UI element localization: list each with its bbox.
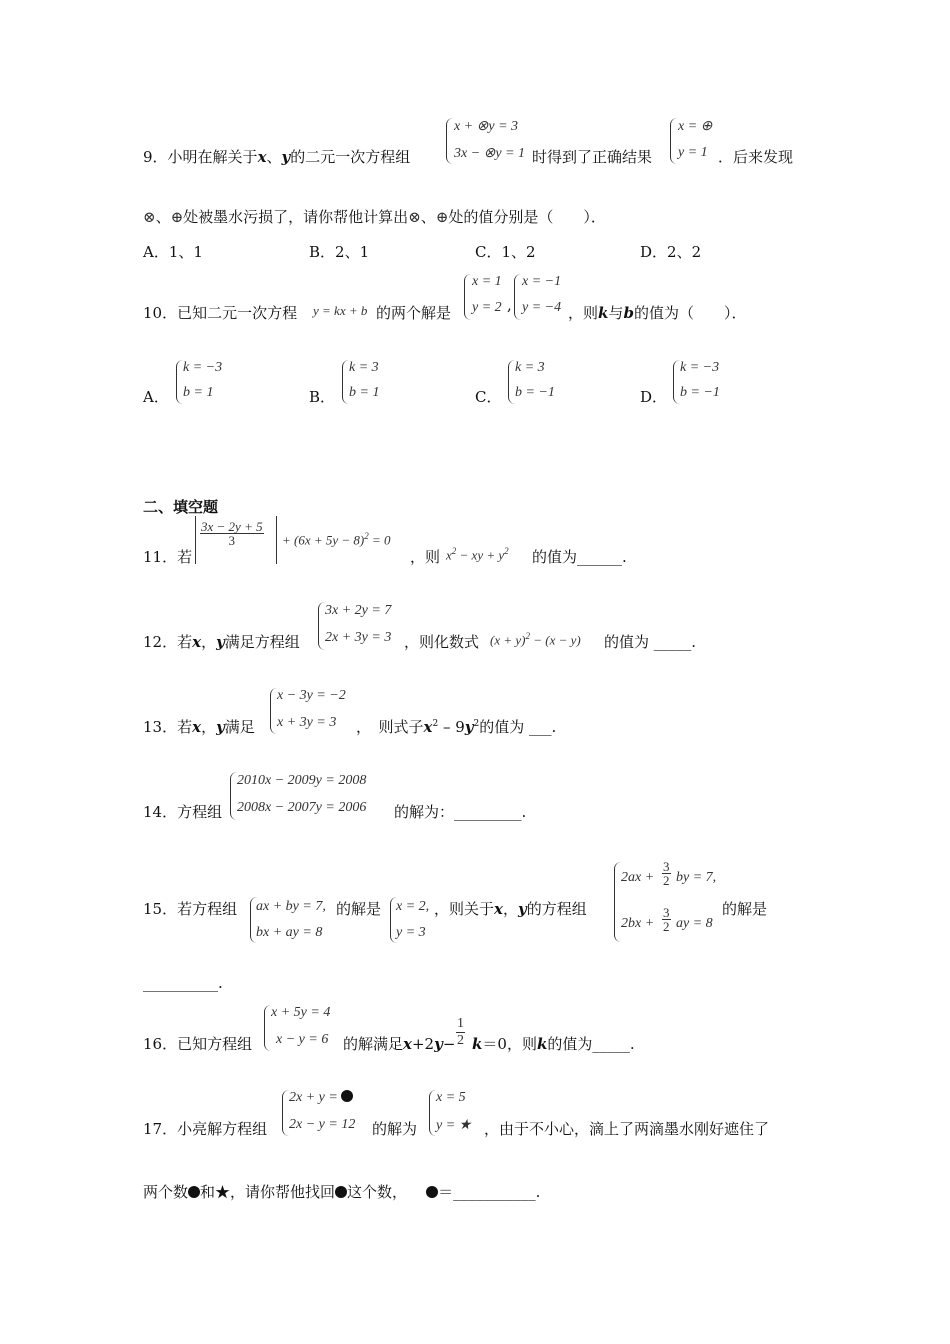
q9-result-eq2: y = 1	[678, 145, 708, 160]
q15-big-brace	[614, 862, 621, 942]
q9-result-brace	[670, 118, 677, 164]
q13-comma: ，	[201, 718, 217, 736]
q17-system-eq1	[289, 1090, 353, 1106]
q11-expr-x: x	[446, 547, 452, 563]
q15-big-eq2-frac	[662, 906, 671, 933]
q12-expr	[490, 631, 581, 648]
ink-dot-icon-4	[426, 1186, 438, 1198]
q9-line2-tail: 处的值分别是（ ）．	[448, 208, 606, 226]
oplus-icon: ⊕	[170, 210, 184, 226]
q10-option-b-label: B．	[309, 388, 336, 406]
q10-option-c-brace	[508, 360, 515, 404]
q15-system-eq2: bx + ay = 8	[256, 925, 323, 940]
q17-system-brace	[282, 1090, 289, 1136]
q10-sol1-brace	[464, 274, 471, 320]
q17-system-eq2: 2x − y = 12	[289, 1117, 356, 1132]
q17-solution-eq2: y = ★	[436, 1118, 472, 1133]
q11-frac-den: 3	[228, 533, 236, 548]
q12-system-brace	[318, 602, 325, 650]
q10-option-b-brace	[342, 360, 349, 404]
q13-expr-x: x	[423, 718, 433, 736]
q10-option-c-label: C．	[475, 388, 502, 406]
q13-system-eq1: x − 3y = −2	[277, 688, 346, 703]
q10-option-a-brace	[176, 360, 183, 404]
q14-number: 14．	[143, 803, 178, 821]
q9-option-c[interactable]: C．1、2	[475, 243, 536, 261]
q15-big-eq1-frac-num: 3	[663, 859, 670, 874]
q16-system-eq1: x + 5y = 4	[271, 1005, 331, 1020]
q11-expr-mid: − xy + y	[456, 547, 505, 563]
q9-line2-sep2: 、	[420, 208, 436, 226]
q16-cond-k: k	[472, 1035, 483, 1053]
q12-mid: 满足方程组	[224, 633, 300, 651]
q15-pre: 若方程组	[177, 900, 238, 918]
q13-number: 13．	[143, 718, 178, 736]
q16-frac-den: 2	[457, 1033, 464, 1048]
q9-option-d[interactable]: D．2、2	[640, 243, 702, 261]
q15-solution-eq2: y = 3	[396, 925, 426, 940]
q13-pre: 若	[177, 718, 193, 736]
q15-big-eq2-b: ay = 8	[676, 916, 713, 931]
q10-sol1-eq2: y = 2	[472, 300, 502, 315]
q17-number: 17．	[143, 1120, 178, 1138]
q9-text-pre: 小明在解关于	[167, 148, 258, 166]
q12-expr-a: (x + y)	[490, 632, 526, 648]
q13-answer-blank[interactable]: 的值为 ___.	[479, 718, 557, 736]
q14-system-brace	[230, 772, 237, 820]
q10-post-a: ，则	[568, 304, 599, 322]
q10-number: 10．	[143, 304, 178, 322]
ink-dot-icon	[341, 1090, 353, 1102]
q9-line2-text: 处被墨水污损了，请你帮他计算出	[183, 208, 409, 226]
q9-system-eq1: x + ⊗y = 3	[454, 119, 519, 134]
q13-expr-m: – 9	[438, 718, 465, 736]
q10-option-d-eq2: b = −1	[680, 385, 720, 400]
q10-option-b-eq2: b = 1	[349, 385, 380, 400]
q9-text-mid2: 时得到了正确结果	[532, 148, 653, 166]
q17-line2-a: 两个数	[143, 1183, 189, 1201]
q12-comma: ，	[201, 633, 217, 651]
q11-rest	[282, 531, 391, 548]
q15-big-eq1-frac	[662, 860, 671, 887]
q9-sep: 、	[266, 148, 282, 166]
q14-pre: 方程组	[177, 803, 223, 821]
q16-mid: 的解满足	[343, 1035, 404, 1053]
q9-var-x: x	[257, 148, 267, 166]
q10-option-c-eq2: b = −1	[515, 385, 555, 400]
q13-expr-y: y	[464, 718, 474, 736]
q15-big-eq2-frac-num: 3	[663, 905, 670, 920]
section-title-fill-in: 二、填空题	[143, 498, 219, 516]
q11-abs-bar-right	[276, 516, 277, 564]
otimes-icon-2: ⊗	[408, 210, 421, 226]
q12-answer-blank[interactable]: 的值为 _____.	[604, 633, 697, 651]
q11-rest-text: + (6x + 5y − 8)	[282, 532, 365, 548]
q16-frac-num: 1	[457, 1016, 464, 1031]
q10-text-mid: 的两个解是	[376, 304, 452, 322]
q13-expr-sq1: 2	[432, 719, 439, 729]
q17-pre: 小亮解方程组	[177, 1120, 268, 1138]
q11-expr-sq2: 2	[504, 546, 509, 556]
q16-system-brace	[264, 1005, 271, 1051]
q10-var-k: k	[598, 304, 609, 322]
q10-option-d-brace	[673, 360, 680, 404]
q16-cond-x: x	[403, 1035, 412, 1053]
q17-text-post: ，由于不小心，滴上了两滴墨水刚好遮住了	[484, 1120, 770, 1138]
q16-pre: 已知方程组	[177, 1035, 253, 1053]
q12-system-eq2: 2x + 3y = 3	[325, 630, 392, 645]
q9-line2-sep1: 、	[155, 208, 171, 226]
q10-comma: ,	[507, 296, 512, 314]
q10-sol2-brace	[514, 274, 521, 320]
q14-answer-blank[interactable]: 的解为：_________.	[394, 803, 527, 821]
q16-cond-b: +2	[411, 1035, 435, 1053]
q11-text-mid: ，则	[410, 548, 441, 566]
q17-line2-c: 这个数，	[347, 1183, 408, 1201]
q16-cond-y: y	[434, 1035, 443, 1053]
q13-var-y: y	[216, 718, 225, 736]
q10-option-c-eq1: k = 3	[515, 360, 545, 375]
q10-var-b: b	[623, 304, 634, 322]
q16-cond-e: ＝0，则	[482, 1035, 537, 1053]
otimes-icon: ⊗	[143, 210, 156, 226]
q15-comma: ，	[502, 900, 518, 918]
q10-option-a-eq2: b = 1	[183, 385, 214, 400]
q9-number: 9．	[143, 148, 168, 166]
q15-answer-blank[interactable]: __________.	[143, 974, 223, 992]
q9-result-eq1: x = ⊕	[678, 119, 713, 134]
q10-equation: y = kx + b	[313, 303, 368, 318]
q10-option-a-eq1: k = −3	[183, 360, 223, 375]
ink-dot-icon-2	[188, 1186, 200, 1198]
q11-expr	[446, 546, 509, 563]
q15-mid2a: ，则关于	[434, 900, 495, 918]
q12-text-mid2: ，则化数式	[404, 633, 480, 651]
q15-text-post: 的解是	[722, 900, 768, 918]
q16-cond-minus: −	[442, 1035, 456, 1053]
q12-number: 12．	[143, 633, 178, 651]
q16-var-k: k	[536, 1035, 548, 1053]
q17-solution-eq1: x = 5	[436, 1090, 466, 1105]
q13-expr-sq2: 2	[473, 719, 480, 729]
q12-pre: 若	[177, 633, 193, 651]
q11-abs-bar-left	[195, 516, 196, 564]
q12-system-eq1: 3x + 2y = 7	[325, 603, 392, 618]
q10-text-pre: 已知二元一次方程	[177, 304, 298, 322]
q9-var-y: y	[281, 148, 291, 166]
q9-text-mid: 的二元一次方程组	[290, 148, 411, 166]
q12-var-y: y	[216, 633, 225, 651]
q16-system-eq2: x − y = 6	[276, 1032, 329, 1047]
q15-big-eq2-a: 2bx +	[621, 916, 655, 931]
q16-answer-blank[interactable]: 的值为_____.	[547, 1035, 635, 1053]
q11-frac-num: 3x − 2y + 5	[201, 519, 263, 534]
q17-line2-b: 和★，请你帮他找回	[200, 1183, 336, 1201]
q9-option-a[interactable]: A．1、1	[143, 243, 203, 261]
q16-number: 16．	[143, 1035, 178, 1053]
q10-option-d-label: D．	[640, 388, 668, 406]
q9-system-brace	[446, 118, 453, 164]
q9-system-eq2: 3x − ⊗y = 1	[454, 146, 526, 161]
q10-sol1-eq1: x = 1	[472, 274, 502, 289]
q11-expr-sq1: 2	[451, 546, 457, 556]
q15-big-eq1-frac-den: 2	[663, 873, 670, 888]
q15-mid2b: 的方程组	[526, 900, 587, 918]
q17-solution-brace	[429, 1090, 436, 1136]
oplus-icon-2: ⊕	[435, 210, 449, 226]
q13-mid: 满足	[224, 718, 255, 736]
q15-var-y: y	[517, 900, 527, 918]
q15-number: 15．	[143, 900, 178, 918]
q13-system-brace	[270, 688, 277, 734]
q17-answer-blank[interactable]: ＝___________.	[438, 1183, 541, 1201]
q13-var-x: x	[192, 718, 202, 736]
q12-var-x: x	[192, 633, 202, 651]
q9-text-post: ．后来发现	[718, 148, 794, 166]
q16-fraction	[456, 1016, 465, 1049]
q14-system-eq2: 2008x − 2007y = 2006	[237, 800, 367, 815]
q12-expr-sq: 2	[525, 631, 530, 641]
q13-system-eq2: x + 3y = 3	[277, 715, 337, 730]
q10-sol2-eq2: y = −4	[522, 300, 562, 315]
q17-system-eq1-text: 2x + y =	[289, 1090, 342, 1105]
q11-number: 11．	[143, 548, 178, 566]
q15-big-eq1-b: by = 7,	[676, 870, 717, 885]
q12-expr-b: − (x − y)	[529, 632, 581, 648]
q15-text-mid: 的解是	[336, 900, 382, 918]
q11-fraction	[200, 520, 264, 547]
q15-big-eq2-frac-den: 2	[663, 919, 670, 934]
q17-text-mid: 的解为	[372, 1120, 418, 1138]
q10-post-c: 的值为（ ）．	[633, 304, 747, 322]
q11-pre: 若	[177, 548, 193, 566]
q10-option-b-eq1: k = 3	[349, 360, 379, 375]
q15-system-eq1: ax + by = 7,	[256, 899, 326, 914]
q10-option-d-eq1: k = −3	[680, 360, 720, 375]
q9-option-b[interactable]: B．2、1	[309, 243, 370, 261]
q11-rest-sq: 2	[364, 531, 369, 541]
q15-big-eq1-a: 2ax +	[621, 870, 655, 885]
q10-option-a-label: A．	[143, 388, 169, 406]
q14-system-eq1: 2010x − 2009y = 2008	[237, 773, 367, 788]
q10-post-b: 与	[608, 304, 624, 322]
q11-answer-blank[interactable]: 的值为______.	[532, 548, 627, 566]
q15-solution-eq1: x = 2,	[396, 899, 430, 914]
q13-mid2: ， 则式子	[356, 718, 424, 736]
q10-sol2-eq1: x = −1	[522, 274, 562, 289]
q15-var-x: x	[494, 900, 503, 918]
ink-dot-icon-3	[335, 1186, 347, 1198]
q11-eq0: = 0	[372, 532, 391, 548]
